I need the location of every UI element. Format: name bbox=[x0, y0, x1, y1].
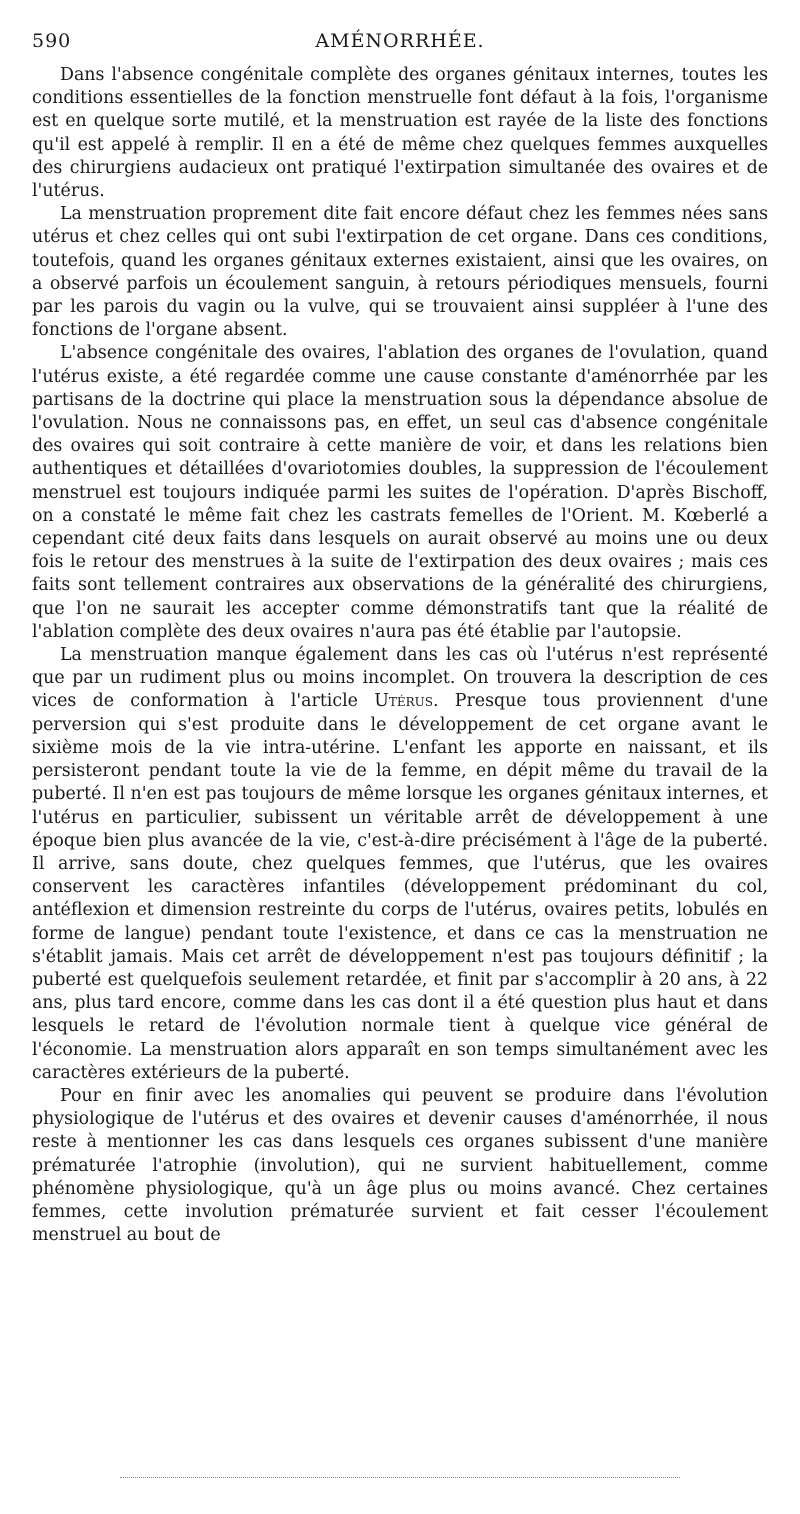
page-header bbox=[32, 30, 768, 60]
paragraph-4-text-after: . Presque tous proviennent d'une perversion qui s'est produite dans le développement de cet organe avant le sixième mois de la vie intra-utérine. L'enfant les apporte en naissant, et ils persisteront pendant toute la vie de la femme, en dépit même du travail de la puberté. Il n'en est pas toujours de même lorsque les organes génitaux internes, et l'utérus en particulier, subissent un véritable arrêt de développement à une époque bien plus avancée de la vie, c'est-à-dire précisément à l'âge de la puberté. Il arrive, sans doute, chez quelques femmes, que l'utérus, que les ovaires conservent les caractères infantiles (développement prédominant du col, antéflexion et dimension restreinte du corps de l'utérus, ovaires petits, lobulés en forme de langue) pendant toute l'existence, et dans ce cas la menstruation ne s'établit jamais. Mais cet arrêt de développement n'est pas toujours définitif ; la puberté est quelquefois seulement retardée, et finit par s'accomplir à 20 ans, à 22 ans, plus tard encore, comme dans les cas dont il a été question plus haut et dans lesquels le retard de l'évolution normale tient à quelque vice général de l'économie. La menstruation alors apparaît en son temps simultanément avec les caractères extérieurs de la puberté. bbox=[32, 691, 768, 1083]
paragraph-1: Dans l'absence congénitale complète des organes génitaux internes, toutes les conditions essentielles de la fonction menstruelle font défaut à la fois, l'organisme est en quelque sorte mutilé, et la menstruation est rayée de la liste des fonctions qu'il est appelé à remplir. Il en a été de même chez quelques femmes auxquelles des chirurgiens audacieux ont pratiqué l'extirpation simultanée des ovaires et de l'utérus. bbox=[32, 65, 768, 202]
running-title: AMÉNORRHÉE. bbox=[315, 30, 485, 52]
article-reference-uterus: Utérus bbox=[374, 691, 433, 712]
paragraph-5: Pour en finir avec les anomalies qui peuvent se produire dans l'évolution physiologique de l'utérus et des ovaires et devenir causes d'aménorrhée, il nous reste à mentionner les cas dans lesquels ces organes subissent d'une manière prématurée l'atrophie (involution), qui ne survient habituellement, comme phénomène physiologique, qu'à un âge plus ou moins avancé. Chez certaines femmes, cette involution prématurée survient et fait cesser l'écoulement menstruel au bout de bbox=[32, 1085, 768, 1246]
footer-dotted-line bbox=[120, 1477, 680, 1478]
paragraph-4-text-before: La menstruation manque également dans les cas où l'utérus n'est représenté que par un rudiment plus ou moins incomplet. On trouvera la description de ces vices de conformation à l'article bbox=[32, 645, 768, 712]
paragraph-4 bbox=[32, 644, 768, 1085]
paragraph-2: La menstruation proprement dite fait encore défaut chez les femmes nées sans utérus et chez celles qui ont subi l'extirpation de cet organe. Dans ces conditions, toutefois, quand les organes génitaux externes existaient, ainsi que les ovaires, on a observé parfois un écoulement sanguin, à retours périodiques mensuels, fourni par les parois du vagin ou la vulve, qui se trouvaient ainsi suppléer à l'une des fonctions de l'organe absent. bbox=[32, 204, 768, 341]
paragraph-3: L'absence congénitale des ovaires, l'ablation des organes de l'ovulation, quand l'utérus existe, a été regardée comme une cause constante d'aménorrhée par les partisans de la doctrine qui place la menstruation sous la dépendance absolue de l'ovulation. Nous ne connaissons pas, en effet, un seul cas d'absence congénitale des ovaires qui soit contraire à cette manière de voir, et dans les relations bien authentiques et détaillées d'ovariotomies doubles, la suppression de l'écoulement menstruel est toujours indiquée parmi les suites de l'opération. D'après Bischoff, on a constaté le même fait chez les castrats femelles de l'Orient. M. Kœberlé a cependant cité deux faits dans lesquels on aurait observé au moins une ou deux fois le retour des menstrues à la suite de l'extirpation des deux ovaires ; mais ces faits sont tellement contraires aux observations de la généralité des chirurgiens, que l'on ne saurait les accepter comme démonstratifs tant que la réalité de l'ablation complète des deux ovaires n'aura pas été établie par l'autopsie. bbox=[32, 343, 768, 642]
page-number: 590 bbox=[32, 30, 72, 52]
document-page bbox=[32, 30, 768, 1247]
body-text bbox=[32, 64, 768, 1247]
